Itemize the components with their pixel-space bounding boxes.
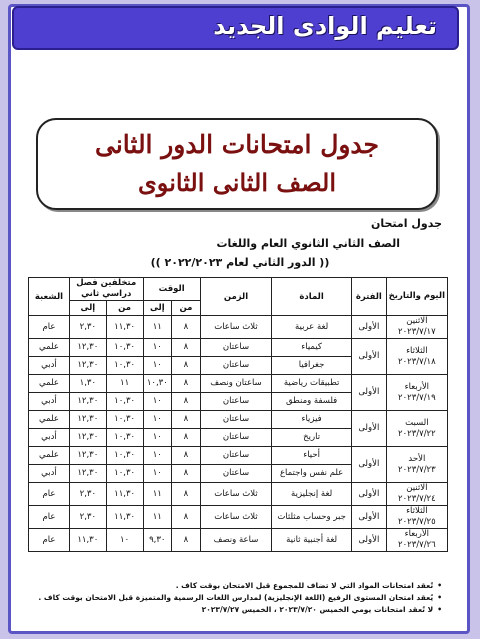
- note-item: •تُعقد امتحانات المواد التي لا تضاف للمجموع قبل الامتحان بوقت كاف .: [175, 581, 442, 590]
- cell-day: الأحد: [408, 453, 426, 464]
- cell-branch: علمي: [29, 447, 70, 465]
- cell-abs-to: ١٢,٣٠: [69, 411, 106, 429]
- cell-subject: لغة أجنبية ثانية: [272, 529, 352, 552]
- cell-time-to: ١١: [143, 506, 172, 529]
- header-abs-from: من: [106, 301, 143, 316]
- cell-abs-to: ٢,٣٠: [69, 316, 106, 339]
- cell-subject: تطبيقات رياضية: [272, 375, 352, 393]
- cell-abs-from: ١١: [106, 375, 143, 393]
- header-time: الوقت: [143, 278, 200, 301]
- cell-abs-from: ١٠,٣٠: [106, 393, 143, 411]
- cell-date: ٢٠٢٣/٧/٢٥: [398, 517, 436, 527]
- header-time-from: من: [172, 301, 201, 316]
- cell-subject: لغة إنجليزية: [272, 483, 352, 506]
- table-row: [29, 483, 448, 506]
- cell-time-to: ١١: [143, 483, 172, 506]
- header-branch: الشعبة: [29, 278, 70, 316]
- cell-time-from: ٨: [172, 393, 201, 411]
- cell-time-from: ٨: [172, 529, 201, 552]
- note-item: •يُعقد امتحان المستوى الرفيع (اللغة الإنجليزية) لمدارس اللغات الرسمية والمتميزة قبل الامتحان بوقت كاف .: [38, 593, 442, 602]
- cell-date: ٢٠٢٣/٧/٢٣: [398, 464, 436, 475]
- title-line-2: الصف الثانى الثانوى: [138, 168, 336, 197]
- cell-period: الأولى: [351, 411, 386, 447]
- cell-duration: ساعتان: [200, 429, 272, 447]
- cell-branch: عام: [29, 529, 70, 552]
- cell-day-date: [386, 411, 447, 447]
- header-duration: الزمن: [200, 278, 272, 316]
- cell-abs-from: ١٠,٣٠: [106, 465, 143, 483]
- cell-time-to: ١١: [143, 316, 172, 339]
- cell-duration: ثلاث ساعات: [200, 483, 272, 506]
- cell-subject: فيزياء: [272, 411, 352, 429]
- cell-abs-from: ١٠,٣٠: [106, 429, 143, 447]
- cell-day-date: [386, 483, 447, 506]
- header-banner: [12, 6, 459, 50]
- cell-branch: علمي: [29, 375, 70, 393]
- cell-branch: أدبي: [29, 465, 70, 483]
- cell-duration: ثلاث ساعات: [200, 506, 272, 529]
- cell-time-from: ٨: [172, 506, 201, 529]
- cell-period: الأولى: [351, 529, 386, 552]
- table-row: [29, 411, 448, 429]
- cell-abs-from: ١٠,٣٠: [106, 357, 143, 375]
- cell-abs-to: ١٢,٣٠: [69, 393, 106, 411]
- cell-time-to: ١٠: [143, 393, 172, 411]
- cell-duration: ثلاث ساعات: [200, 316, 272, 339]
- header-subject: المادة: [272, 278, 352, 316]
- cell-duration: ساعة ونصف: [200, 529, 272, 552]
- cell-period: الأولى: [351, 339, 386, 375]
- cell-branch: عام: [29, 483, 70, 506]
- cell-branch: علمي: [29, 339, 70, 357]
- cell-day-date: [386, 447, 447, 483]
- cell-abs-to: ١٢,٣٠: [69, 465, 106, 483]
- schedule-subheading: الصف الثاني الثانوي العام واللغات: [216, 237, 400, 250]
- cell-duration: ساعتان: [200, 447, 272, 465]
- cell-day: الاثنين: [406, 483, 428, 493]
- cell-subject: أحياء: [272, 447, 352, 465]
- cell-date: ٢٠٢٣/٧/١٩: [398, 392, 436, 403]
- cell-time-from: ٨: [172, 411, 201, 429]
- cell-abs-to: ١٢,٣٠: [69, 429, 106, 447]
- cell-duration: ساعتان: [200, 465, 272, 483]
- schedule-table: [28, 277, 448, 552]
- cell-abs-from: ١٠,٣٠: [106, 339, 143, 357]
- cell-time-to: ١٠: [143, 339, 172, 357]
- cell-duration: ساعتان: [200, 357, 272, 375]
- cell-day: الاثنين: [406, 316, 428, 326]
- cell-day: السبت: [405, 417, 429, 428]
- cell-period: الأولى: [351, 506, 386, 529]
- cell-abs-from: ١٠: [106, 529, 143, 552]
- cell-abs-from: ١٠,٣٠: [106, 447, 143, 465]
- cell-duration: ساعتان: [200, 339, 272, 357]
- cell-abs-to: ١٢,٣٠: [69, 447, 106, 465]
- cell-subject: جبر وحساب مثلثات: [272, 506, 352, 529]
- cell-branch: علمي: [29, 411, 70, 429]
- cell-duration: ساعتان: [200, 393, 272, 411]
- cell-abs-from: ١٠,٣٠: [106, 411, 143, 429]
- header-day-date: اليوم والتاريخ: [386, 278, 447, 316]
- cell-subject: لغة عربية: [272, 316, 352, 339]
- header-absentees: متخلفين فصل دراسي ثاني: [69, 278, 143, 301]
- cell-time-to: ١٠: [143, 447, 172, 465]
- cell-abs-to: ٢,٣٠: [69, 506, 106, 529]
- cell-period: الأولى: [351, 375, 386, 411]
- cell-branch: عام: [29, 316, 70, 339]
- cell-time-from: ٨: [172, 339, 201, 357]
- cell-duration: ساعتان ونصف: [200, 375, 272, 393]
- cell-date: ٢٠٢٣/٧/٢٤: [398, 494, 436, 504]
- cell-time-to: ٩,٣٠: [143, 529, 172, 552]
- table-row: [29, 375, 448, 393]
- cell-day: الأربعاء: [404, 381, 430, 392]
- note-item: •لا تُعقد امتحانات يومي الخميس ٢٠٢٣/٧/٢٠ ، الخميس ٢٠٢٣/٧/٢٧: [201, 605, 442, 614]
- cell-time-to: ١٠: [143, 411, 172, 429]
- cell-branch: أدبي: [29, 429, 70, 447]
- table-row: [29, 316, 448, 339]
- table-row: [29, 447, 448, 465]
- cell-subject: تاريخ: [272, 429, 352, 447]
- cell-day: الثلاثاء: [406, 506, 428, 516]
- cell-time-from: ٨: [172, 375, 201, 393]
- cell-day: الأربعاء: [404, 529, 430, 539]
- cell-day: الثلاثاء: [406, 345, 428, 356]
- cell-abs-from: ١١,٣٠: [106, 483, 143, 506]
- title-line-1: جدول امتحانات الدور الثانى: [94, 130, 380, 159]
- cell-time-from: ٨: [172, 316, 201, 339]
- cell-abs-to: ٢,٣٠: [69, 483, 106, 506]
- schedule-heading: جدول امتحان: [370, 217, 442, 230]
- cell-abs-to: ١١,٣٠: [69, 529, 106, 552]
- header-time-to: إلى: [143, 301, 172, 316]
- cell-day-date: [386, 529, 447, 552]
- cell-subject: فلسفة ومنطق: [272, 393, 352, 411]
- schedule-round: (( الدور الثاني لعام ٢٠٢٢/٢٠٢٣ )): [150, 256, 330, 269]
- cell-time-from: ٨: [172, 465, 201, 483]
- cell-date: ٢٠٢٣/٧/١٧: [398, 327, 436, 337]
- cell-abs-to: ١٢,٣٠: [69, 339, 106, 357]
- cell-time-to: ١٠: [143, 429, 172, 447]
- cell-time-from: ٨: [172, 429, 201, 447]
- cell-time-from: ٨: [172, 483, 201, 506]
- cell-period: الأولى: [351, 483, 386, 506]
- notes: [32, 580, 442, 616]
- cell-abs-to: ١٢,٣٠: [69, 357, 106, 375]
- cell-date: ٢٠٢٣/٧/١٨: [398, 356, 436, 367]
- table-row: [29, 529, 448, 552]
- cell-day-date: [386, 339, 447, 375]
- cell-period: الأولى: [351, 316, 386, 339]
- cell-day-date: [386, 316, 447, 339]
- header-title: تعليم الوادى الجديد: [213, 12, 437, 40]
- cell-time-from: ٨: [172, 357, 201, 375]
- cell-date: ٢٠٢٣/٧/٢٦: [398, 540, 436, 550]
- cell-branch: أدبي: [29, 357, 70, 375]
- cell-branch: عام: [29, 506, 70, 529]
- cell-duration: ساعتان: [200, 411, 272, 429]
- cell-day-date: [386, 375, 447, 411]
- header-period: الفترة: [351, 278, 386, 316]
- cell-abs-to: ١,٣٠: [69, 375, 106, 393]
- cell-subject: جغرافيا: [272, 357, 352, 375]
- cell-branch: أدبي: [29, 393, 70, 411]
- cell-time-to: ١٠: [143, 465, 172, 483]
- cell-abs-from: ١١,٣٠: [106, 316, 143, 339]
- header-abs-to: إلى: [69, 301, 106, 316]
- cell-abs-from: ١١,٣٠: [106, 506, 143, 529]
- cell-time-from: ٨: [172, 447, 201, 465]
- table-row: [29, 506, 448, 529]
- cell-subject: كيمياء: [272, 339, 352, 357]
- cell-time-to: ١٠,٣٠: [143, 375, 172, 393]
- table-row: [29, 339, 448, 357]
- cell-day-date: [386, 506, 447, 529]
- cell-time-to: ١٠: [143, 357, 172, 375]
- cell-subject: علم نفس واجتماع: [272, 465, 352, 483]
- cell-period: الأولى: [351, 447, 386, 483]
- title-panel: [36, 118, 438, 210]
- cell-date: ٢٠٢٣/٧/٢٢: [398, 428, 436, 439]
